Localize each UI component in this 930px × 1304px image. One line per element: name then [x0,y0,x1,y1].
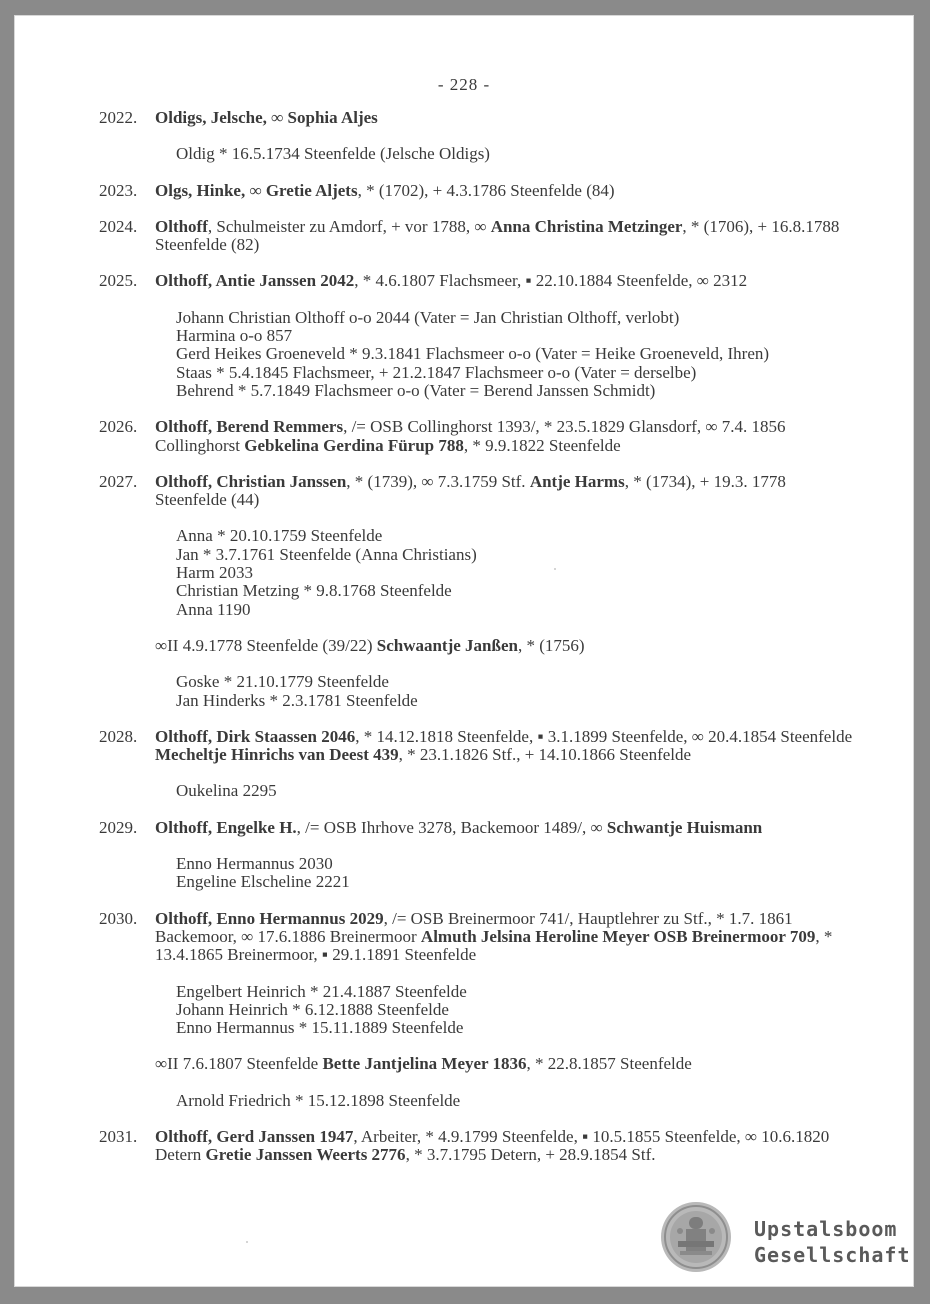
spouse-details: , * 13.4.1865 Breinermoor, ▪ 29.1.1891 Steenfelde [155,926,833,965]
children-2025 [96,309,856,400]
child-line: Arnold Friedrich * 15.12.1898 Steenfelde [176,1090,461,1110]
entry-heading [155,218,856,255]
child-line: Staas * 5.4.1845 Flachsmeer, + 21.2.1847 Flachsmeer o-o (Vater = derselbe) [176,362,697,382]
entry-name: Olgs, Hinke, ∞ Gretie Aljets [155,180,358,200]
entry-name: Olthoff, Enno Hermannus 2029 [155,908,384,928]
entry-heading [155,473,856,510]
child-line: Oldig * 16.5.1734 Steenfelde (Jelsche Oldigs) [176,144,490,164]
entry-2023 [96,182,856,200]
society-logotype [754,1216,911,1268]
entry-details: , /= OSB Breinermoor 741/, Hauptlehrer zu Stf., * 1.7. 1861 Backemoor, ∞ 17.6.1886 Breinermoor [155,908,793,946]
entry-name: Olthoff, Berend Remmers [155,417,344,437]
children-2030 [96,983,856,1038]
scan-speck [246,1241,248,1243]
entry-2026 [96,418,856,455]
entry-name: Olthoff, Christian Janssen [155,471,347,491]
spouse-name: Schwantje Huismann [606,817,763,837]
register-body [96,109,856,1183]
entry-name: Olthoff [155,216,208,236]
second-marriage-2030 [96,1055,856,1073]
child-line: Jan Hinderks * 2.3.1781 Steenfelde [176,690,418,710]
entry-name: Oldigs, Jelsche, ∞ Sophia Aljes [155,108,378,127]
child-line: Behrend * 5.7.1849 Flachsmeer o-o (Vater = Berend Janssen Schmidt) [176,380,656,400]
page-number: - 228 - [437,75,491,94]
child-line: Anna 1190 [176,599,251,619]
document-page [14,15,914,1287]
entry-name: Olthoff, Gerd Janssen 1947 [155,1126,354,1146]
entry-name: Olthoff, Antie Janssen 2042 [155,271,355,291]
entry-heading [155,418,856,455]
scan-speck [554,568,556,570]
entry-2029 [96,819,856,837]
entry-heading [155,109,856,127]
marriage-details: ∞II 4.9.1778 Steenfelde (39/22) [155,635,377,655]
child-line: Engelbert Heinrich * 21.4.1887 Steenfelde [176,981,467,1001]
entry-details: , Arbeiter, * 4.9.1799 Steenfelde, ▪ 10.5.1855 Steenfelde, ∞ 10.6.1820 Detern [155,1126,830,1165]
entry-number: 2026. [99,417,138,437]
spouse-details: , * 22.8.1857 Steenfelde [526,1054,692,1074]
entry-number: 2022. [99,108,138,127]
spouse-details: , * (1706), + 16.8.1788 Steenfelde (82) [155,216,840,255]
entry-number: 2027. [99,471,138,491]
entry-2022 [96,109,856,127]
spouse-details: , * (1756) [517,635,585,655]
entry-details: , * (1739), ∞ 7.3.1759 Stf. [346,471,530,491]
entry-details: , /= OSB Collinghorst 1393/, * 23.5.1829 Glansdorf, ∞ 7.4. 1856 Collinghorst [155,417,786,455]
spouse-details: , * 3.7.1795 Detern, + 28.9.1854 Stf. [405,1145,656,1165]
entry-number: 2030. [99,908,138,928]
child-line: Johann Heinrich * 6.12.1888 Steenfelde [176,999,449,1019]
child-line: Jan * 3.7.1761 Steenfelde (Anna Christians) [176,544,477,564]
children2-2030 [96,1092,856,1110]
entry-details: , * 4.6.1807 Flachsmeer, ▪ 22.10.1884 Steenfelde, ∞ 2312 [354,271,748,291]
entry-2028 [96,728,856,765]
child-line: Goske * 21.10.1779 Steenfelde [176,672,389,692]
spouse-details: , * 23.1.1826 Stf., + 14.10.1866 Steenfelde [398,745,692,765]
entry-number: 2029. [99,817,138,837]
children2-2027 [96,673,856,710]
society-name-line2: Gesellschaft [754,1243,911,1267]
spouse-name: Antje Harms [529,471,625,491]
entry-number: 2025. [99,271,138,291]
child-line: Enno Hermannus 2030 [176,854,333,874]
entry-name: Olthoff, Engelke H. [155,817,297,837]
entry-2027 [96,473,856,510]
spouse-name: Almuth Jelsina Heroline Meyer OSB Breinermoor 709 [420,926,816,946]
spouse-name: Gretie Janssen Weerts 2776 [205,1145,406,1165]
entry-heading [155,910,856,965]
children-2028 [96,782,856,800]
child-line: Anna * 20.10.1759 Steenfelde [176,526,383,546]
entry-heading [155,728,856,765]
entry-heading [155,272,856,290]
entry-2025 [96,272,856,290]
entry-number: 2024. [99,216,138,236]
marriage-details: ∞II 7.6.1807 Steenfelde [155,1054,323,1074]
society-seal-icon [660,1201,732,1273]
entry-heading [155,1128,856,1165]
child-line: Johann Christian Olthoff o-o 2044 (Vater = Jan Christian Olthoff, verlobt) [176,307,680,327]
children-2027 [96,527,856,618]
child-line: Engeline Elscheline 2221 [176,872,350,892]
entry-details: , * 14.12.1818 Steenfelde, ▪ 3.1.1899 Steenfelde, ∞ 20.4.1854 Steenfelde [355,726,853,746]
child-line: Harmina o-o 857 [176,326,293,346]
entry-number: 2028. [99,726,138,746]
second-marriage-2027 [96,637,856,655]
entry-number: 2031. [99,1126,138,1146]
entry-heading [155,182,856,200]
child-line: Oukelina 2295 [176,781,277,801]
child-line: Enno Hermannus * 15.11.1889 Steenfelde [176,1018,464,1038]
entry-2031 [96,1128,856,1165]
entry-2030 [96,910,856,965]
child-line: Harm 2033 [176,563,253,583]
entry-number: 2023. [99,180,138,200]
children-2029 [96,855,856,892]
society-name-line1: Upstalsboom [754,1217,898,1241]
spouse-details: , * 9.9.1822 Steenfelde [463,435,621,455]
child-line: Christian Metzing * 9.8.1768 Steenfelde [176,581,452,601]
entry-details: , * (1702), + 4.3.1786 Steenfelde (84) [357,180,615,200]
spouse-name: Bette Jantjelina Meyer 1836 [322,1054,527,1074]
child-line: Gerd Heikes Groeneveld * 9.3.1841 Flachsmeer o-o (Vater = Heike Groeneveld, Ihren) [176,344,770,364]
children-2022 [96,145,856,163]
spouse-name: Anna Christina Metzinger [490,216,683,236]
spouse-name: Gebkelina Gerdina Fürup 788 [244,435,464,455]
entry-2024 [96,218,856,255]
entry-details: , /= OSB Ihrhove 3278, Backemoor 1489/, ∞ [296,817,607,837]
spouse-details: , * (1734), + 19.3. 1778 Steenfelde (44) [155,471,786,510]
entry-heading [155,819,856,837]
entry-name: Olthoff, Dirk Staassen 2046 [155,726,356,746]
spouse-name: Schwaantje Janßen [376,635,518,655]
spouse-name: Mecheltje Hinrichs van Deest 439 [155,745,399,765]
entry-details: , Schulmeister zu Amdorf, + vor 1788, ∞ [207,216,491,236]
